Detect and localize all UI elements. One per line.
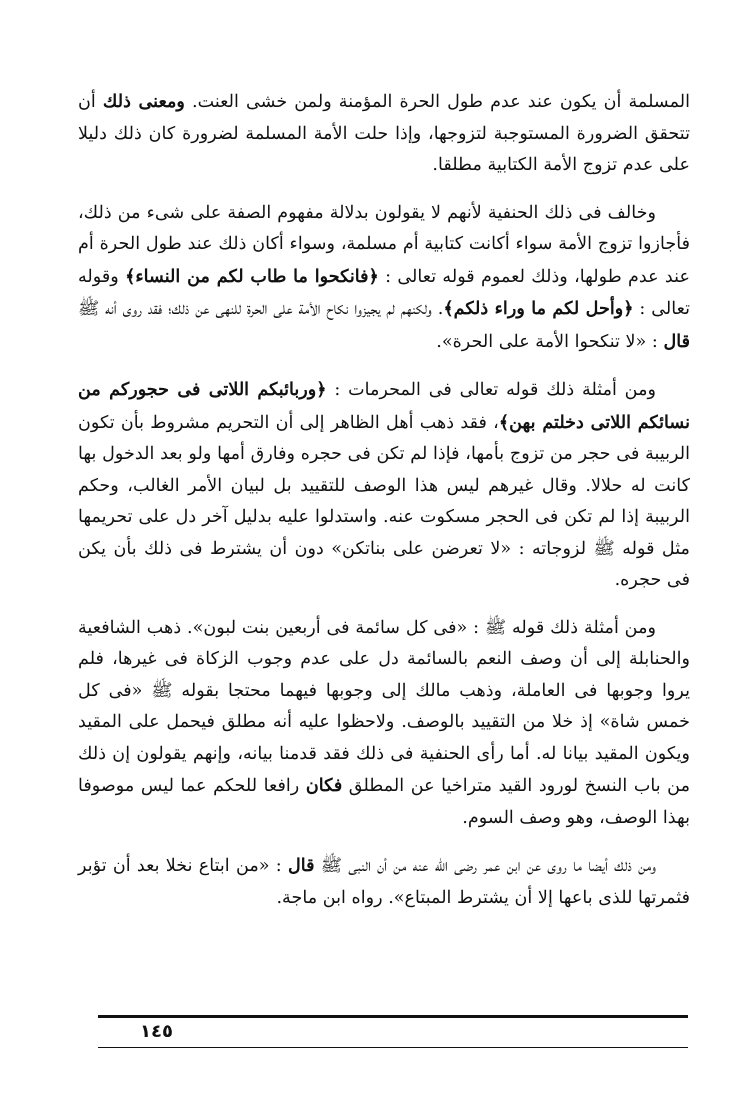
paragraph-5 (78, 850, 690, 914)
emphasis-text: فكان (305, 775, 343, 796)
paragraph-1 (78, 86, 690, 182)
page-number: ١٤٥ (140, 1021, 173, 1042)
footer-rule-thin (98, 1047, 688, 1048)
body-text: ومن ذلك أيضا ما روى عن ابن عمر رضى الله عنه من أن النبى ﷺ (314, 856, 656, 876)
body-text: وخالف فى ذلك الحنفية لأنهم لا يقولون بدلالة مفهوم الصفة على شىء من ذلك، فأجازوا تزوج الأمة سواء أكانت كتابية أم مسلمة، وسواء أكان ذلك عند طول الحرة أم عند عدم طولها، وذلك لعموم قوله تعالى : (78, 202, 690, 287)
body-text: ومن أمثلة ذلك قوله تعالى فى المحرمات : (326, 380, 656, 400)
emphasis-text: ﴿فانكحوا ما طاب لكم من النساء﴾ (125, 265, 379, 287)
body-text: أن تتحقق الضرورة المستوجبة لتزوجها، وإذا حلت الأمة المسلمة لضرورة كان ذلك دليلا على عدم تزوج الأمة الكتابية مطلقا. (78, 92, 690, 175)
footer-rule-thick (98, 1015, 688, 1018)
page-body (78, 86, 690, 914)
paragraph-2 (78, 198, 690, 359)
paragraph-3 (78, 374, 690, 597)
emphasis-text: قال (287, 855, 315, 876)
emphasis-text: ﴿وأحل لكم ما وراء ذلكم﴾ (443, 298, 634, 319)
emphasis-text: قال (663, 330, 690, 352)
body-text: رافعا للحكم عما ليس موصوفا بهذا الوصف، وهو وصف السوم. (78, 776, 690, 828)
body-text: . ولكنهم لم يجيزوا نكاح الأمة على الحرة للنهى عن ذلك؛ فقد روى أنه ﷺ (78, 299, 444, 319)
body-text: : «من ابتاع نخلا بعد أن تؤبر فثمرتها للذى باعها إلا أن يشترط المبتاع». رواه ابن ماجة. (78, 856, 690, 908)
body-text: ، فقد ذهب أهل الظاهر إلى أن التحريم مشروط بأن تكون الربيبة فى حجر من تزوج بأمها، فإذا لم تكن فى حجره وفارق أمها ولو بعد الدخول بها كانت له حلالا. وقال غيرهم ليس هذا الوصف للتقييد بل لبيان الأمر الغالب، وحكم الربيبة إذا لم تكن فى الحجر مسكوت عنه. واستدلوا عليه بدليل آخر دل على تحريمها مثل قوله ﷺ لزوجاته : «لا تعرضن على بناتكن» دون أن يشترط فى ذلك بأن يكن فى حجره. (78, 412, 690, 590)
emphasis-text: ﴿وربائبكم اللاتى فى حجوركم من نسائكم اللاتى دخلتم بهن﴾ (78, 379, 690, 433)
body-text: : «لا تنكحوا الأمة على الحرة». (436, 331, 664, 352)
emphasis-text: ومعنى ذلك (102, 91, 185, 112)
paragraph-4 (78, 613, 690, 835)
body-text: المسلمة أن يكون عند عدم طول الحرة المؤمنة ولمن خشى العنت. (184, 92, 691, 112)
body-text: ومن أمثلة ذلك قوله ﷺ : «فى كل سائمة فى أربعين بنت لبون». ذهب الشافعية والحنابلة إلى أن وصف النعم بالسائمة دل على عدم وجوب الزكاة فى غيرها، فلم يروا وجوبها فى العاملة، وذهب مالك إلى وجوبها فيهما محتجا بقوله ﷺ «فى كل خمس شاة» إذ خلا من التقييد بالوصف. ولاحظوا عليه أنه مطلق فيحمل على المقيد ويكون المقيد بيانا له. أما رأى الحنفية فى ذلك فقد قدمنا بيانه، وإنهم يقولون إن ذلك من باب النسخ لورود القيد متراخيا عن المطلق (78, 617, 691, 796)
body-text: وقوله تعالى : (78, 266, 690, 319)
